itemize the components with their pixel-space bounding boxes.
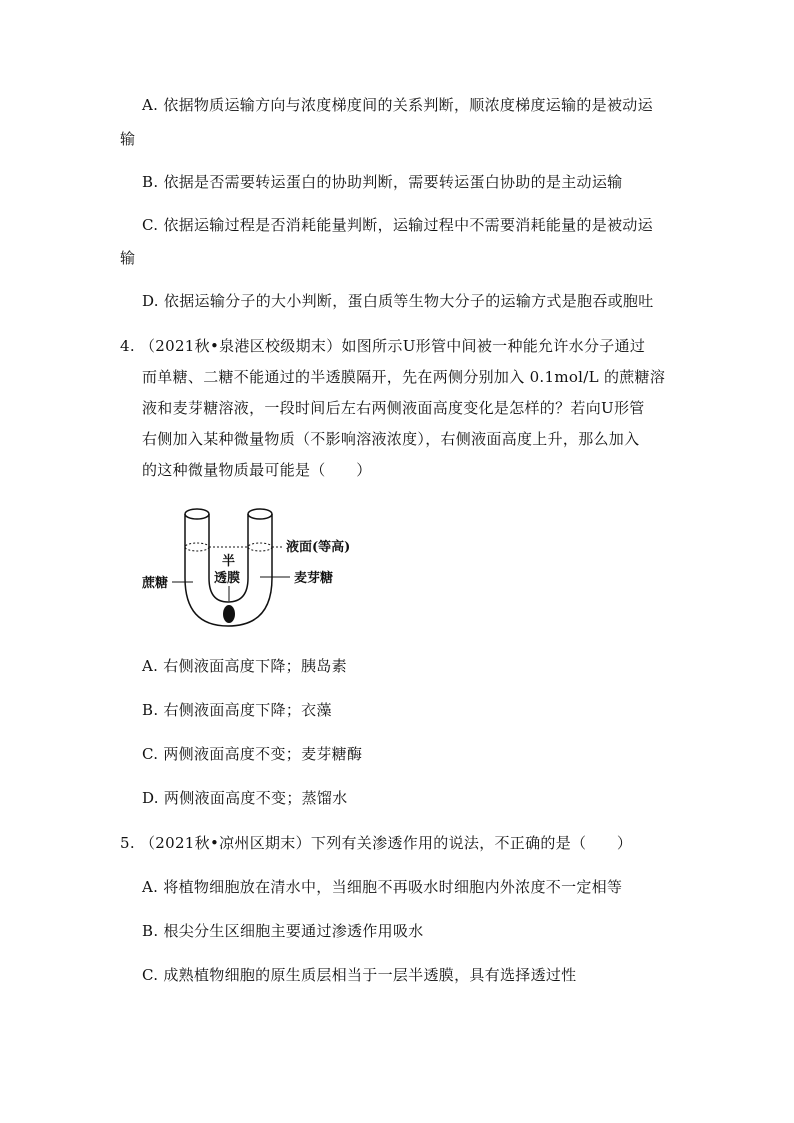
q3-option-c-line1: C. 依据运输过程是否消耗能量判断，运输过程中不需要消耗能量的是被动运 <box>142 216 653 234</box>
q3-option-d: D. 依据运输分子的大小判断，蛋白质等生物大分子的运输方式是胞吞或胞吐 <box>142 292 654 310</box>
left-liquid-surface <box>185 543 209 551</box>
right-liquid-surface <box>248 543 272 551</box>
label-maltose: 麦芽糖 <box>294 571 334 586</box>
label-liquid-surface: 液面(等高) <box>286 540 351 555</box>
q4-option-d: D. 两侧液面高度不变；蒸馏水 <box>142 789 348 807</box>
q4-stem-line1: 4. （2021秋•泉港区校级期末）如图所示U形管中间被一种能允许水分子通过 <box>120 337 646 355</box>
q4-stem-line4: 右侧加入某种微量物质（不影响溶液浓度），右侧液面高度上升，那么加入 <box>142 430 640 448</box>
q3-option-a-line1: A. 依据物质运输方向与浓度梯度间的关系判断，顺浓度梯度运输的是被动运 <box>142 96 653 114</box>
q4-option-c: C. 两侧液面高度不变；麦芽糖酶 <box>142 745 363 763</box>
q5-stem: 5. （2021秋•凉州区期末）下列有关渗透作用的说法，不正确的是（ ） <box>120 834 633 852</box>
q4-stem-line2: 而单糖、二糖不能通过的半透膜隔开，先在两侧分别加入 0.1mol/L 的蔗糖溶 <box>142 368 666 386</box>
label-membrane-1: 半 <box>222 554 236 569</box>
q3-option-a-line2: 输 <box>120 130 136 148</box>
q4-stem-line3: 液和麦芽糖溶液，一段时间后左右两侧液面高度变化是怎样的？若向U形管 <box>142 399 645 417</box>
q5-option-a: A. 将植物细胞放在清水中，当细胞不再吸水时细胞内外浓度不一定相等 <box>142 878 623 896</box>
q4-option-b: B. 右侧液面高度下降；衣藻 <box>142 701 332 719</box>
u-tube-figure <box>138 498 378 638</box>
semipermeable-membrane <box>223 605 235 623</box>
q5-option-c: C. 成熟植物细胞的原生质层相当于一层半透膜，具有选择透过性 <box>142 966 577 984</box>
u-tube-svg <box>138 498 378 638</box>
q4-stem-line5: 的这种微量物质最可能是（ ） <box>142 461 372 479</box>
q3-option-c-line2: 输 <box>120 249 136 267</box>
left-tube-opening <box>185 509 209 519</box>
label-membrane-2: 透膜 <box>214 571 241 586</box>
q4-option-a: A. 右侧液面高度下降；胰岛素 <box>142 657 347 675</box>
q3-option-b: B. 依据是否需要转运蛋白的协助判断，需要转运蛋白协助的是主动运输 <box>142 173 623 191</box>
label-sucrose: 蔗糖 <box>142 576 169 591</box>
q5-option-b: B. 根尖分生区细胞主要通过渗透作用吸水 <box>142 922 424 940</box>
right-tube-opening <box>248 509 272 519</box>
